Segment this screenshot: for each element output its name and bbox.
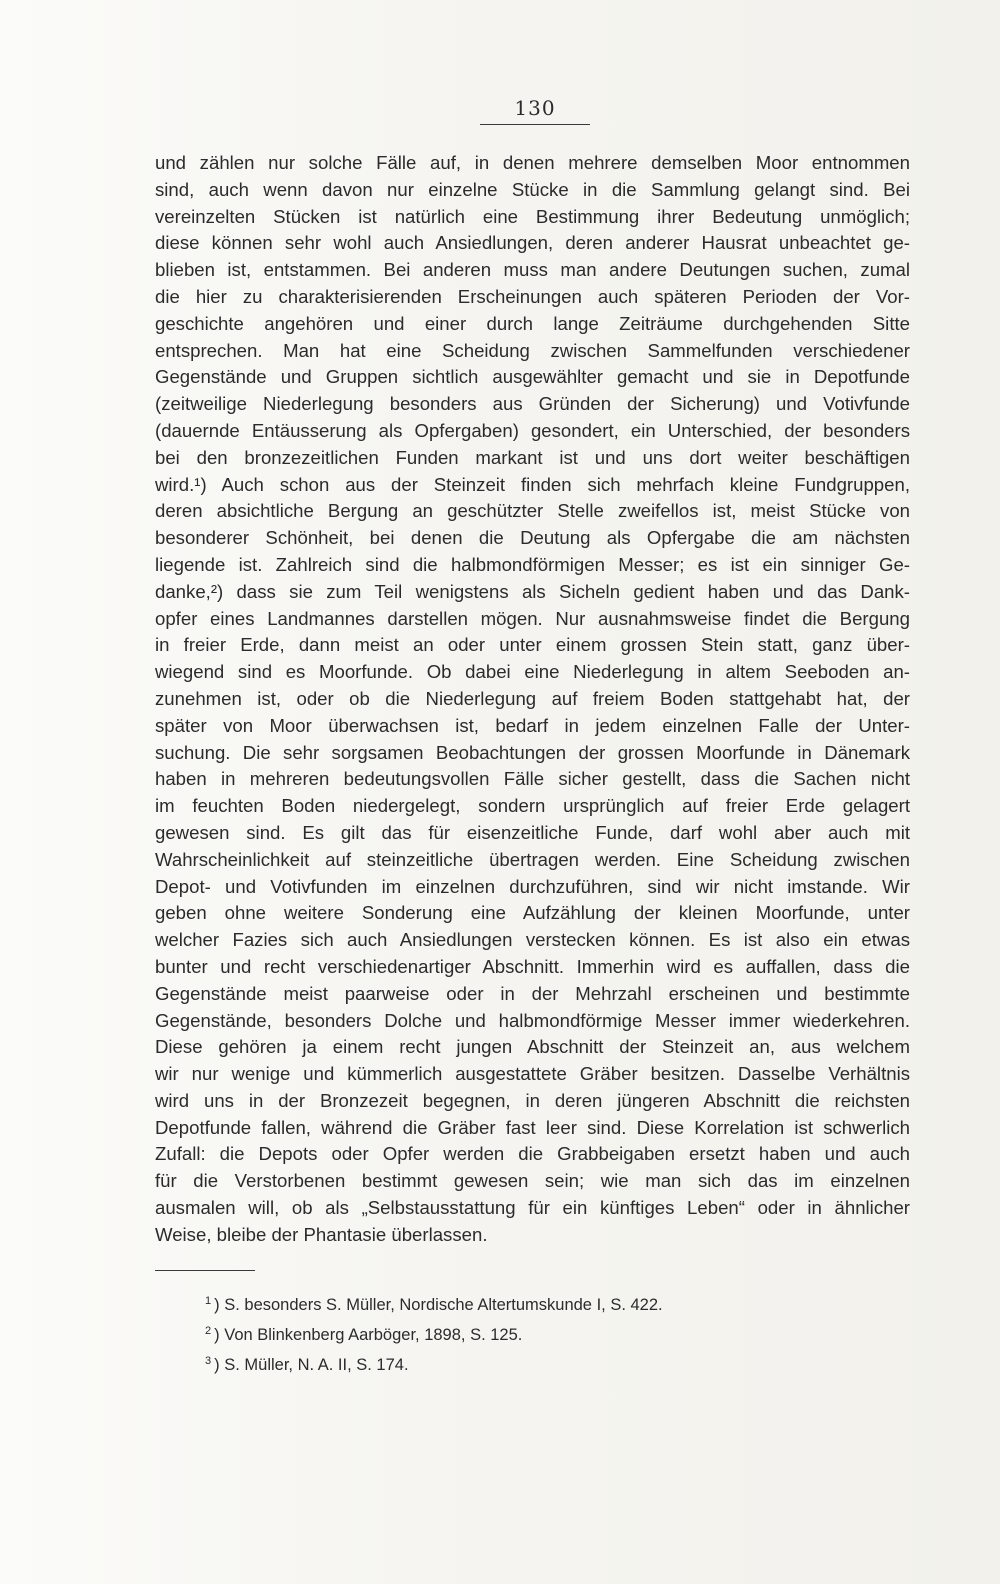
- footnote-mark: 3: [205, 1355, 212, 1367]
- text-line: Wahrscheinlichkeit auf steinzeitliche übertragen werden. Eine Scheidung zwischen: [155, 848, 910, 870]
- text-line: Gegenstände meist paarweise oder in der Mehrzahl erscheinen und bestimmte: [155, 982, 910, 1004]
- footnotes: [205, 1288, 805, 1378]
- footnote-mark: 1: [205, 1295, 212, 1307]
- text-line: gewesen sind. Es gilt das für eisenzeitliche Funde, darf wohl aber auch mit: [155, 821, 910, 843]
- text-line: blieben ist, entstammen. Bei anderen muss man andere Deutungen suchen, zumal: [155, 259, 910, 281]
- text-line: die hier zu charakterisierenden Erscheinungen auch späteren Perioden der Vor-: [155, 285, 910, 307]
- text-line: später von Moor überwachsen ist, bedarf in jedem einzelnen Falle der Unter-: [155, 714, 910, 736]
- text-line: opfer eines Landmannes darstellen mögen. Nur ausnahmsweise findet die Bergung: [155, 607, 910, 629]
- footnote-text: S. Müller, N. A. II, S. 174.: [224, 1356, 409, 1374]
- footnote-mark: 2: [205, 1325, 212, 1337]
- text-line: deren absichtliche Bergung an geschützter Stelle zweifellos ist, meist Stücke von: [155, 500, 910, 522]
- text-line: entsprechen. Man hat eine Scheidung zwischen Sammelfunden verschiedener: [155, 339, 910, 361]
- text-line: suchung. Die sehr sorgsamen Beobachtungen der grossen Moorfunde in Dänemark: [155, 741, 910, 763]
- text-line: und zählen nur solche Fälle auf, in denen mehrere demselben Moor entnommen: [155, 152, 910, 173]
- text-line: für die Verstorbenen bestimmt gewesen sein; wie man sich das im einzelnen: [155, 1170, 910, 1192]
- text-line: sind, auch wenn davon nur einzelne Stücke in die Sammlung gelangt sind. Bei: [155, 178, 910, 200]
- text-line: geben ohne weitere Sonderung eine Aufzählung der kleinen Moorfunde, unter: [155, 902, 910, 924]
- text-line: Depot- und Votivfunden im einzelnen durchzuführen, sind wir nicht imstande. Wir: [155, 875, 910, 897]
- text-line: liegende ist. Zahlreich sind die halbmondförmigen Messer; es ist ein sinniger Ge-: [155, 553, 910, 575]
- text-line: geschichte angehören und einer durch lange Zeiträume durchgehenden Sitte: [155, 312, 910, 334]
- text-line: im feuchten Boden niedergelegt, sondern ursprünglich auf freier Erde gelagert: [155, 795, 910, 817]
- body-text: [155, 150, 910, 1249]
- text-line: wir nur wenige und kümmerlich ausgestattete Gräber besitzen. Dasselbe Verhältnis: [155, 1063, 910, 1085]
- text-line: in freier Erde, dann meist an oder unter einem grossen Stein statt, ganz über-: [155, 634, 910, 656]
- text-line: Depotfunde fallen, während die Gräber fast leer sind. Diese Korrelation ist schwerlich: [155, 1116, 910, 1138]
- text-line: Gegenstände, besonders Dolche und halbmondförmige Messer immer wiederkehren.: [155, 1009, 910, 1031]
- footnote-text: S. besonders S. Müller, Nordische Altertumskunde I, S. 422.: [224, 1296, 663, 1314]
- footnote-3: $^3$ ) S. Müller, N. A. II, S. 174.: [205, 1355, 409, 1374]
- footnote-rule: [155, 1270, 255, 1271]
- text-line: bei den bronzezeitlichen Funden markant ist und uns dort weiter beschäftigen: [155, 446, 910, 468]
- footnote-2: $^2$ ) Von Blinkenberg Aarböger, 1898, S. 125.: [205, 1325, 523, 1344]
- text-line: (dauernde Entäusserung als Opfergaben) gesondert, ein Unterschied, der besonders: [155, 419, 910, 441]
- text-line: besonderer Schönheit, bei denen die Deutung als Opfergabe die am nächsten: [155, 527, 910, 549]
- text-line: (zeitweilige Niederlegung besonders aus Gründen der Sicherung) und Votivfunde: [155, 393, 910, 415]
- text-line: welcher Fazies sich auch Ansiedlungen verstecken können. Es ist also ein etwas: [155, 929, 910, 951]
- text-line: Weise, bleibe der Phantasie überlassen.: [155, 1223, 488, 1245]
- footnote-1: $^1$ ) S. besonders S. Müller, Nordische Altertumskunde I, S. 422.: [205, 1295, 663, 1314]
- text-line: danke,²) dass sie zum Teil wenigstens als Sicheln gedient haben und das Dank-: [155, 580, 910, 602]
- header-rule: [480, 124, 590, 125]
- text-line: Gegenstände und Gruppen sichtlich ausgewählter gemacht und sie in Depotfunde: [155, 366, 910, 388]
- text-line: wird.¹) Auch schon aus der Steinzeit finden sich mehrfach kleine Fundgruppen,: [155, 473, 910, 495]
- text-line: Zufall: die Depots oder Opfer werden die Grabbeigaben ersetzt haben und auch: [155, 1143, 910, 1165]
- text-line: Diese gehören ja einem recht jungen Abschnitt der Steinzeit an, aus welchem: [155, 1036, 910, 1058]
- text-line: ausmalen will, ob als „Selbstausstattung für ein künftiges Leben“ oder in ähnlicher: [155, 1197, 910, 1219]
- text-line: wiegend sind es Moorfunde. Ob dabei eine Niederlegung in altem Seeboden an-: [155, 661, 910, 683]
- text-line: bunter und recht verschiedenartiger Abschnitt. Immerhin wird es auffallen, dass die: [155, 955, 910, 977]
- text-line: zunehmen ist, oder ob die Niederlegung auf freiem Boden stattgehabt hat, der: [155, 687, 910, 709]
- page-number: 130: [514, 96, 556, 120]
- footnote-text: Von Blinkenberg Aarböger, 1898, S. 125.: [224, 1326, 523, 1344]
- text-line: wird uns in der Bronzezeit begegnen, in deren jüngeren Abschnitt die reichsten: [155, 1089, 910, 1111]
- text-line: haben in mehreren bedeutungsvollen Fälle sicher gestellt, dass die Sachen nicht: [155, 768, 910, 790]
- text-line: diese können sehr wohl auch Ansiedlungen, deren anderer Hausrat unbeachtet ge-: [155, 232, 910, 254]
- text-line: vereinzelten Stücken ist natürlich eine Bestimmung ihrer Bedeutung unmöglich;: [155, 205, 910, 227]
